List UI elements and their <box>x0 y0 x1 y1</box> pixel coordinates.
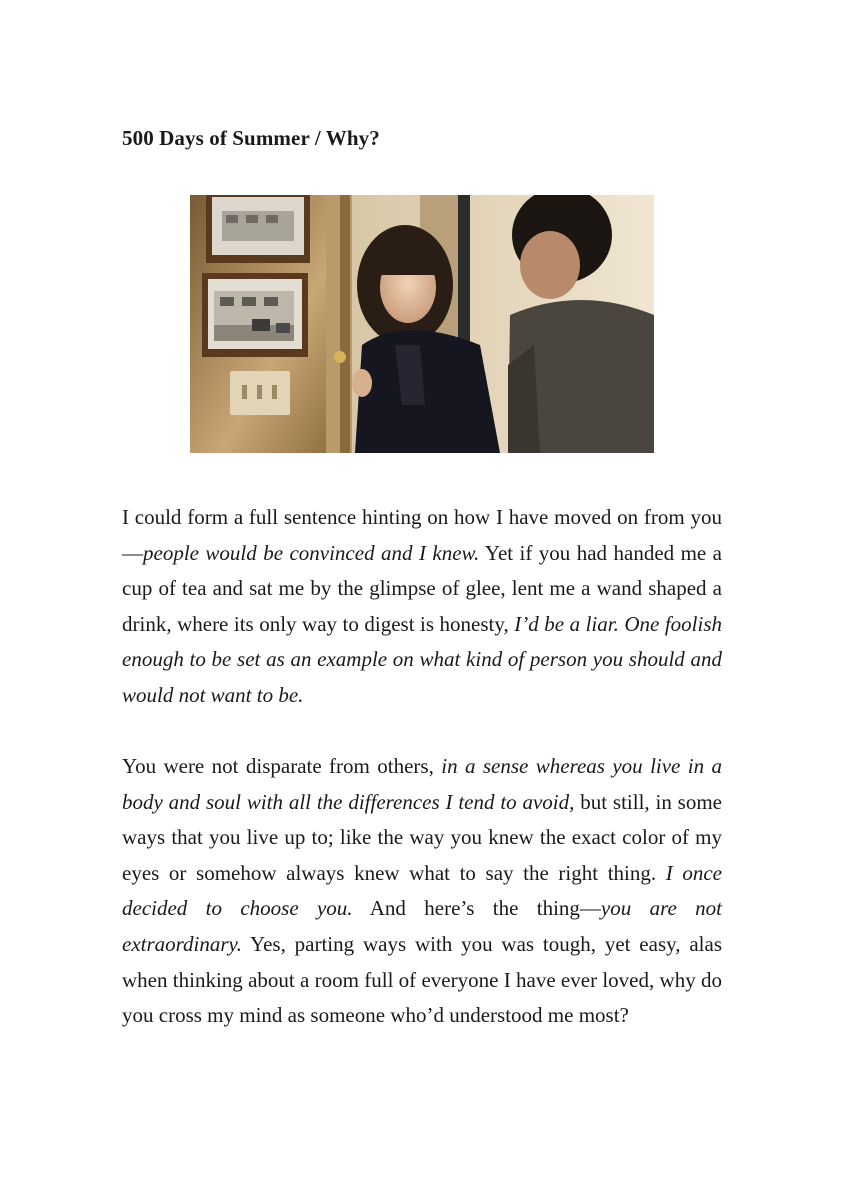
film-still-image <box>190 195 654 453</box>
paragraph-1-run-3: Yet if you had handed me a cup of tea and sat me by the glimpse of glee, lent me a wand shaped a drink, where its only way to digest is honesty, <box>122 540 722 636</box>
paragraph-2-run-2: in a sense whereas you live in a body and soul with all the differences I tend to avoid, <box>122 754 722 814</box>
paragraph-2-run-7: Yes, parting ways with you was tough, yet easy, alas when thinking about a room full of everyone I have ever loved, why do you cross my mind as someone who’d understood me most? <box>122 931 722 1028</box>
body-paragraph-2 <box>122 749 722 1034</box>
page-title: 500 Days of Summer / Why? <box>122 126 380 150</box>
paragraph-2-run-4: I once decided to choose you. <box>122 860 722 921</box>
paragraph-1-run-4: I’d be a liar. One foolish enough to be set as an example on what kind of person you should and would not want to be. <box>122 611 722 707</box>
paragraph-2-run-1: You were not disparate from others, <box>122 754 442 778</box>
paragraph-2-run-3: but still, in some ways that you live up to; like the way you knew the exact color of my eyes or somehow always knew what to say the right thing. <box>122 789 722 885</box>
paragraph-1-run-2: people would be convinced and I knew. <box>143 540 480 565</box>
body-paragraph-1 <box>122 500 722 714</box>
paragraph-1-run-1: I could form a full sentence hinting on how I have moved on from you— <box>122 505 722 565</box>
paragraph-2-run-6: you are not extraordinary. <box>122 896 722 956</box>
paragraph-2-run-5: And here’s the thing— <box>352 896 601 921</box>
